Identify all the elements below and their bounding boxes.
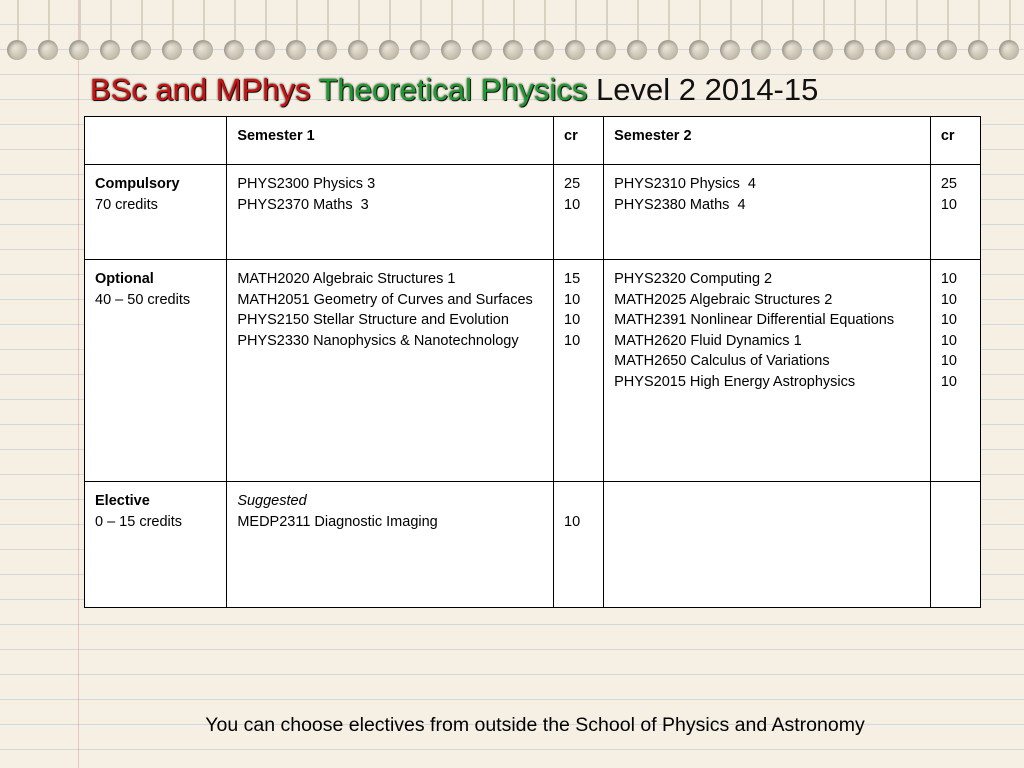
binder-hole [314,0,342,66]
credit-value: 10 [940,271,957,287]
binder-hole [717,0,745,66]
binder-hole [97,0,125,66]
semester-1-modules [227,260,554,482]
credit-value: 10 [940,196,957,213]
binder-hole [748,0,776,66]
semester-2-modules [604,165,931,260]
binder-hole [221,0,249,66]
binder-hole [159,0,187,66]
module-item: PHYS2300 Physics 3 [237,176,376,192]
credit-value: 10 [940,332,957,349]
module-item: MATH2620 Fluid Dynamics 1 [614,332,802,349]
binder-hole [779,0,807,66]
header-cell-semester-2: Semester 2 [604,117,931,165]
binder-hole [655,0,683,66]
category-credits: 40 – 50 credits [95,291,191,308]
binder-hole [624,0,652,66]
binder-hole [934,0,962,66]
binder-hole [593,0,621,66]
category-credits: 70 credits [95,196,158,213]
category-cell [85,482,227,608]
credit-value [564,491,593,512]
credit-value: 10 [940,373,957,390]
title-part-level: Level 2 2014-15 [596,72,819,107]
footer-note: You can choose electives from outside the School of Physics and Astronomy [205,714,865,736]
module-item: MEDP2311 Diagnostic Imaging [237,513,438,530]
module-item: PHYS2370 Maths 3 [237,196,369,213]
module-item: PHYS2310 Physics 4 [614,176,756,192]
credit-value: 25 [940,176,957,192]
category-cell [85,165,227,260]
module-item: MATH2051 Geometry of Curves and Surfaces [237,291,533,308]
credit-value: 25 [564,176,581,192]
binder-hole [66,0,94,66]
semester-2-credits [930,482,980,608]
credit-value: 10 [940,312,957,328]
title-part-degree: BSc and MPhys [90,72,311,107]
binder-hole [996,0,1024,66]
module-item: MATH2025 Algebraic Structures 2 [614,291,833,308]
suggested-note: Suggested [237,493,307,509]
binder-hole [35,0,63,66]
semester-2-modules [604,260,931,482]
module-item: MATH2020 Algebraic Structures 1 [237,271,456,287]
semester-2-credits [930,260,980,482]
binder-hole [500,0,528,66]
binder-hole [190,0,218,66]
slide-title [90,70,990,110]
module-item: PHYS2330 Nanophysics & Nanotechnology [237,332,519,349]
semester-2-modules [604,482,931,608]
table-row-compulsory [85,165,981,260]
binder-hole [531,0,559,66]
semester-2-credits [930,165,980,260]
credit-value: 15 [564,271,581,287]
header-cell-semester-1: Semester 1 [227,117,554,165]
title-part-programme: Theoretical Physics [318,72,588,107]
binder-hole [376,0,404,66]
binder-hole [345,0,373,66]
binder-hole [903,0,931,66]
category-name: Elective [95,493,150,509]
binder-hole [562,0,590,66]
binder-hole [438,0,466,66]
semester-1-modules [227,482,554,608]
category-name: Compulsory [95,176,180,192]
binder-hole [841,0,869,66]
table-header-row [85,117,981,165]
category-name: Optional [95,271,154,287]
table-row-optional [85,260,981,482]
binder-hole [252,0,280,66]
module-item: PHYS2015 High Energy Astrophysics [614,373,856,390]
credit-value: 10 [564,196,581,213]
module-item: MATH2391 Nonlinear Differential Equations [614,312,895,328]
credit-value: 10 [940,353,957,369]
binder-hole [872,0,900,66]
semester-1-credits [554,165,604,260]
credit-value: 10 [564,291,581,308]
binder-hole [4,0,32,66]
credit-value: 10 [564,312,581,328]
category-credits: 0 – 15 credits [95,513,183,530]
module-item: MATH2650 Calculus of Variations [614,353,830,369]
credit-value: 10 [564,513,581,530]
category-cell [85,260,227,482]
binder-hole [965,0,993,66]
binder-hole [407,0,435,66]
binder-hole [810,0,838,66]
module-item: PHYS2150 Stellar Structure and Evolution [237,312,509,328]
binder-hole [128,0,156,66]
credit-value: 10 [564,332,581,349]
semester-1-credits [554,482,604,608]
binder-hole [469,0,497,66]
module-item: PHYS2380 Maths 4 [614,196,746,213]
semester-1-credits [554,260,604,482]
credit-value: 10 [940,291,957,308]
header-cell-cr-2: cr [930,117,980,165]
module-item: PHYS2320 Computing 2 [614,271,773,287]
semester-1-modules [227,165,554,260]
module-table [84,116,981,608]
binder-hole [283,0,311,66]
binder-holes [0,0,1024,70]
header-cell-cr-1: cr [554,117,604,165]
header-cell-category [85,117,227,165]
table-row-elective [85,482,981,608]
binder-hole [686,0,714,66]
